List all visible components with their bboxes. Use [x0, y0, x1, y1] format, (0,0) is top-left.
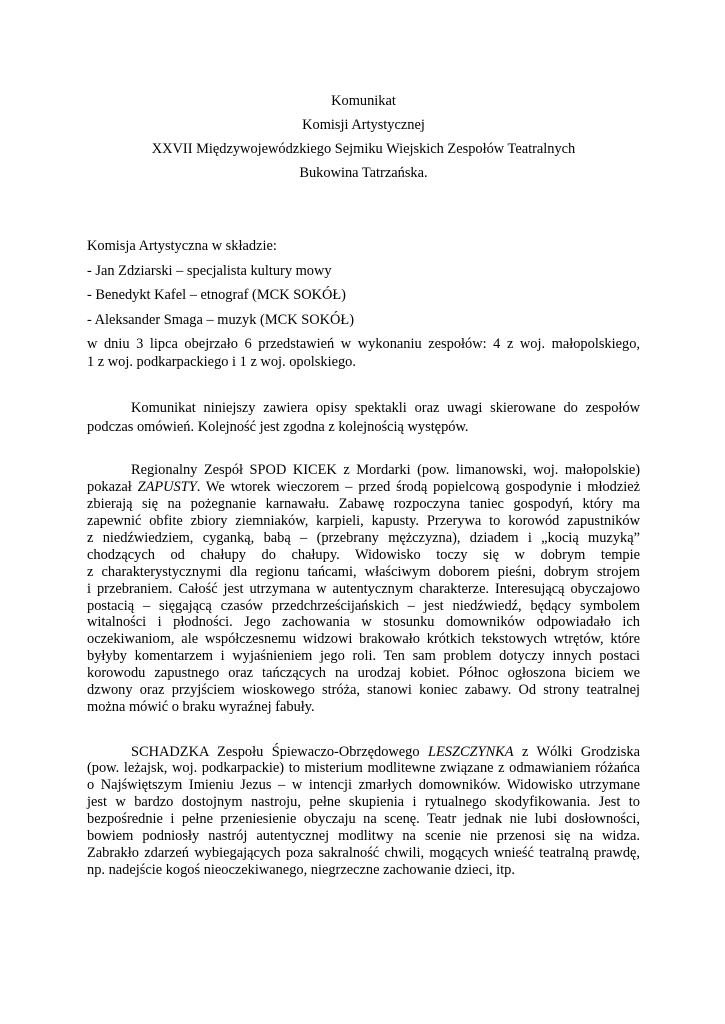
paragraph-line: z charakterystycznymi dla regionu tańcami, właściwym doborem pieśni, dobrym strojem [87, 563, 640, 580]
paragraph-line: zapewnić obfite zbiory ziemniaków, karpieli, kapusty. Przerywa to korowód zapustników [87, 512, 640, 529]
paragraph-line: Komunikat niniejszy zawiera opisy spektakli oraz uwagi skierowane do zespołów [131, 400, 640, 416]
paragraph-line: Zabrakło zdarzeń wybiegających poza sakralność chwili, mogących wnieść teatralną prawdę, [87, 844, 640, 861]
paragraph-line: i przebraniem. Całość jest utrzymana w autentycznym charakterze. Interesującą obyczajowo [87, 580, 640, 597]
paragraph-line: chodzących od chałupy do chałupy. Widowisko toczy się w dobrym tempie [87, 546, 640, 563]
line-text: pokazał [87, 478, 138, 495]
header-location: Bukowina Tatrzańska. [299, 165, 428, 181]
commission-composition [87, 234, 640, 332]
commission-member: - Jan Zdziarski – specjalista kultury mowy [87, 262, 332, 279]
performance-title: LESZCZYNKA [427, 743, 514, 760]
paragraph-line: oczekiwaniom, ale współczesnemu widzowi brakowało krótkich tekstowych wtrętów, które [87, 631, 640, 648]
paragraph-line: Regionalny Zespół SPOD KICEK z Mordarki (pow. limanowski, woj. małopolskie) [131, 462, 640, 478]
header-committee: Komisji Artystycznej [302, 117, 425, 133]
paragraph-line: z niedźwiedziem, cyganką, babą – (przebrany mężczyzna), dziadem i „kocią muzyką” [87, 529, 640, 546]
paragraph-line: bowiem podniosły nastrój autentycznej modlitwy na scenie nie przenosi się na widza. [87, 827, 640, 844]
paragraph-line: bezpośrednie i pełne przeniesienie obyczaju na scenę. Teatr jednak nie lubi dosłowności, [87, 810, 640, 827]
paragraph-line: o Najświętszym Imieniu Jezus – w intencji zmarłych domowników. Widowisko utrzymane [87, 777, 640, 794]
paragraph-line: można mówić o braku wyraźnej fabuły. [87, 699, 315, 716]
paragraph-line [87, 479, 640, 496]
document-header [87, 89, 640, 185]
paragraph-line: (pow. leżajsk, woj. podkarpackie) to misterium modlitewne związane z odmawianiem różańca [87, 760, 640, 777]
paragraph-line: byłyby komentarzem i wyjaśnieniem jego roli. Ten sam problem dotyczy innych postaci [87, 648, 640, 665]
paragraph-schadzka [87, 744, 640, 879]
paragraph-spod-kicek [87, 462, 640, 716]
line-text: . We wtorek wieczorem – przed środą popielcową gospodynie i młodzież [196, 478, 640, 495]
line-text: z Wólki Grodziska [513, 743, 640, 760]
summary-line: w dniu 3 lipca obejrzało 6 przedstawień w wykonaniu zespołów: 4 z woj. małopolskiego, [87, 336, 640, 352]
commission-intro: Komisja Artystyczna w składzie: [87, 238, 277, 254]
commission-member: - Benedykt Kafel – etnograf (MCK SOKÓŁ) [87, 287, 346, 304]
paragraph-line: dzwony oraz przyjściem wioskowego stróża, stanowi koniec zabawy. Od strony teatralnej [87, 682, 640, 699]
paragraph-line [87, 744, 640, 761]
header-title: Komunikat [331, 93, 396, 109]
line-text: SCHADZKA Zespołu Śpiewaczo-Obrzędowego [131, 743, 428, 760]
commission-member: - Aleksander Smaga – muzyk (MCK SOKÓŁ) [87, 311, 354, 328]
paragraph-line: witalności i płodności. Jego zachowania w stosunku domowników odpowiadało ich [87, 614, 640, 631]
performances-summary [87, 335, 640, 371]
paragraph-intro-note [87, 399, 640, 437]
paragraph-line: podczas omówień. Kolejność jest zgodna z kolejnością występów. [87, 419, 469, 435]
paragraph-line: postacią – sięgającą czasów przedchrześcijańskich – jest niedźwiedź, będący symbolem [87, 597, 640, 614]
paragraph-line: korowodu zapustnego oraz tańczących na urodzaj kobiet. Północ ogłoszona biciem we [87, 665, 640, 682]
performance-title: ZAPUSTY [137, 478, 197, 495]
header-event: XXVII Międzywojewódzkiego Sejmiku Wiejskich Zespołów Teatralnych [151, 141, 576, 157]
paragraph-line: zbierają się na pożegnanie karnawału. Zabawę rozpoczyna taniec gospodyń, który ma [87, 495, 640, 512]
paragraph-line: np. nadejście kogoś nieoczekiwanego, niegrzeczne zachowanie dzieci, itp. [87, 861, 515, 878]
summary-line: 1 z woj. podkarpackiego i 1 z woj. opolskiego. [87, 354, 356, 370]
paragraph-line: jest w bardzo dostojnym nastroju, pełne skupienia i rytualnego skodyfikowania. Jest to [87, 794, 640, 811]
